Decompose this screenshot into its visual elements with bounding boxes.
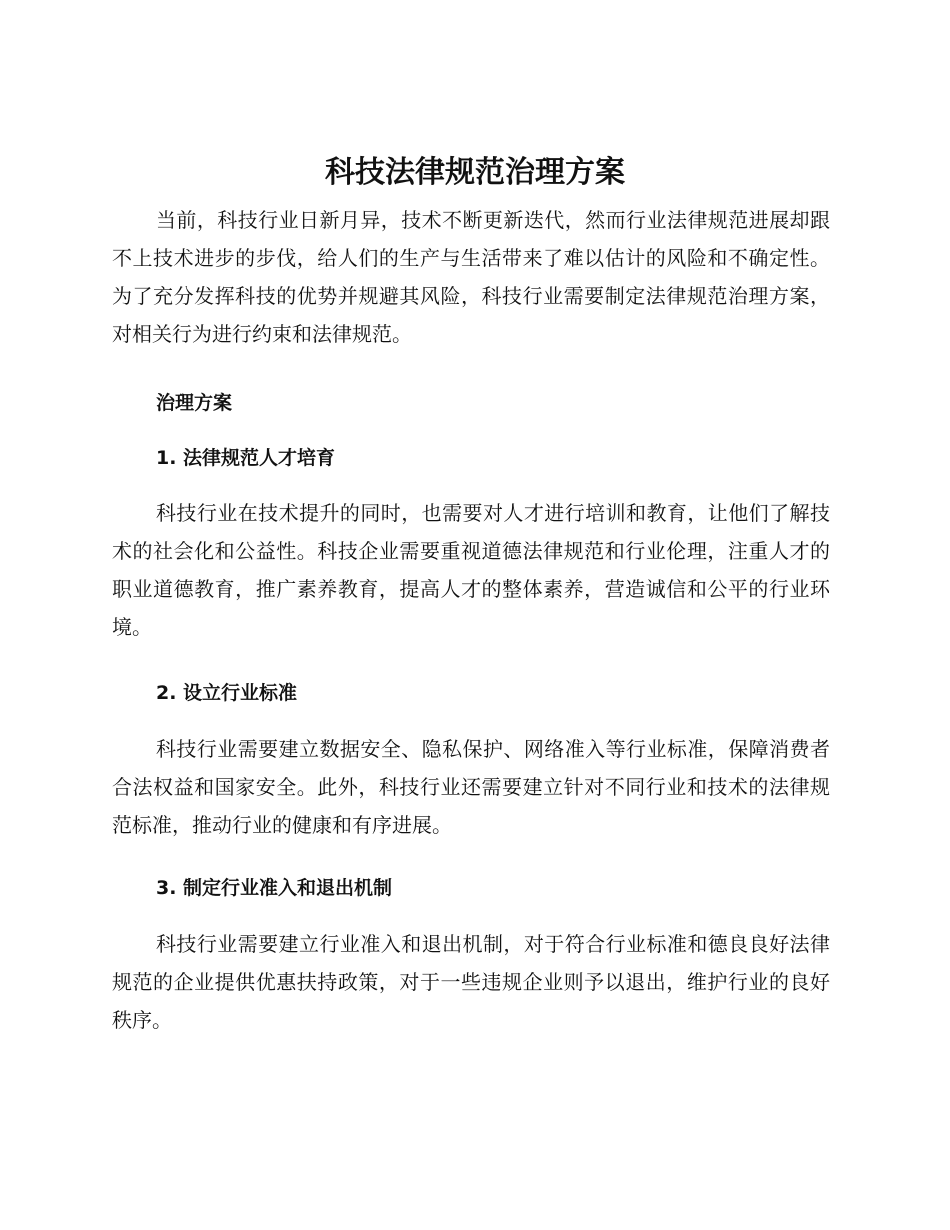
section-heading-governance: 治理方案 [156, 392, 233, 414]
section-2-heading: 2. 设立行业标准 [156, 682, 298, 704]
section-3-body: 科技行业需要建立行业准入和退出机制，对于符合行业标准和德良良好法律规范的企业提供优惠扶持政策，对于一些违规企业则予以退出，维护行业的良好秩序。 [112, 932, 830, 1032]
section-3-heading: 3. 制定行业准入和退出机制 [156, 877, 393, 899]
section-1-body: 科技行业在技术提升的同时，也需要对人才进行培训和教育，让他们了解技术的社会化和公益性。科技企业需要重视道德法律规范和行业伦理，注重人才的职业道德教育，推广素养教育，提高人才的整体素养，营造诚信和公平的行业环境。 [112, 501, 830, 639]
intro-paragraph: 当前，科技行业日新月异，技术不断更新迭代，然而行业法律规范进展却跟不上技术进步的步伐，给人们的生产与生活带来了难以估计的风险和不确定性。为了充分发挥科技的优势并规避其风险，科技行业需要制定法律规范治理方案，对相关行为进行约束和法律规范。 [112, 208, 830, 346]
section-2-body: 科技行业需要建立数据安全、隐私保护、网络准入等行业标准，保障消费者合法权益和国家安全。此外，科技行业还需要建立针对不同行业和技术的法律规范标准，推动行业的健康和有序进展。 [112, 737, 830, 837]
document-title: 科技法律规范治理方案 [325, 155, 625, 190]
section-1-heading: 1. 法律规范人才培育 [156, 447, 336, 469]
